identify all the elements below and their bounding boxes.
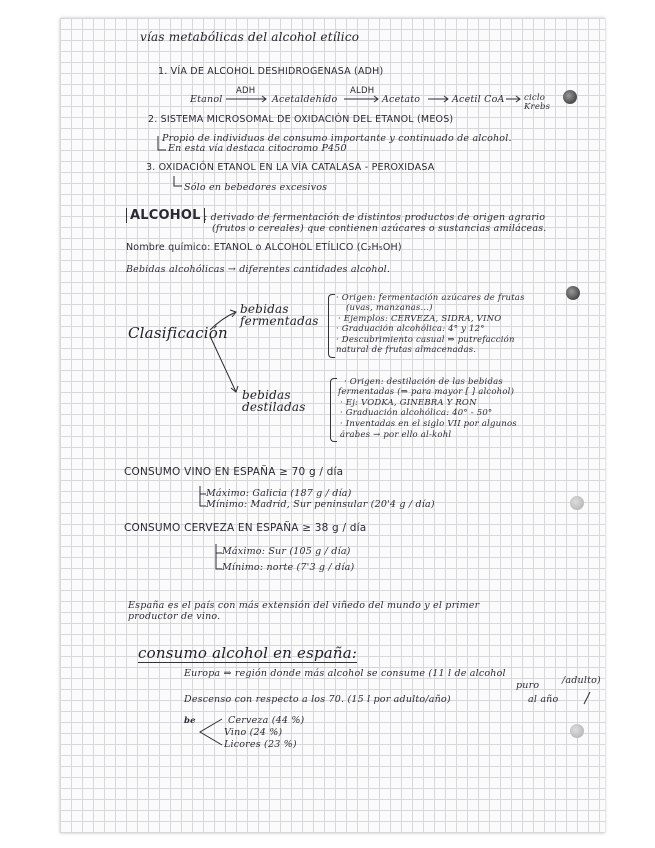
distilled-line-5: · Inventadas en el siglo VII por algunos — [340, 419, 517, 429]
classification-label: Clasificación — [128, 324, 228, 342]
fermented-line-1: · Origen: fermentación azúcares de frutas — [336, 293, 525, 303]
fermented-line-3: · Ejemplos: CERVEZA, SIDRA, VINO — [338, 314, 502, 324]
alcohol-def-line-2: (frutos o cereales) que contienen azúcares o sustancias amiláceas. — [212, 223, 547, 234]
breakdown-liquors: Licores (23 %) — [224, 739, 297, 750]
arrow-to-distilled — [210, 336, 236, 392]
decrease-line: Descenso con respecto a los 70. (15 l por adulto/año) — [184, 694, 451, 705]
reaction-enzyme-aldh: ALDH — [350, 86, 375, 96]
wine-bracket — [200, 486, 206, 506]
pathway-1-heading: 1. VÍA DE ALCOHOL DESHIDROGENASA (ADH) — [158, 66, 384, 77]
reaction-ciclo-krebs: ciclo Krebs — [524, 93, 551, 112]
fermented-line-2: (uvas, manzanas...) — [346, 303, 433, 313]
beer-minimum: Mínimo: norte (7'3 g / día) — [222, 562, 355, 573]
pathway-3-bracket — [174, 176, 182, 186]
pathway-2-note-1: Propio de individuos de consumo importante y continuado de alcohol. — [162, 133, 512, 144]
arrow-to-fermented — [210, 312, 236, 330]
distilled-label-2: destiladas — [242, 400, 306, 414]
distilled-line-1: · Origen: destilación de las bebidas — [344, 377, 503, 387]
reaction-enzyme-adh: ADH — [236, 86, 256, 96]
reaction-acetil-coa: Acetil CoA — [452, 94, 505, 105]
reaction-acetaldehido: Acetaldehído — [272, 94, 338, 105]
decrease-slash — [584, 692, 590, 704]
europe-tail-1: puro — [516, 680, 540, 691]
pathway-2-note-2: En esta vía destaca citocromo P450 — [168, 143, 347, 154]
europe-line: Europa ⇒ región donde más alcohol se consume (11 l de alcohol — [184, 668, 506, 679]
pathway-3-note: Sólo en bebedores excesivos — [184, 182, 328, 193]
spain-note-line-2: productor de vino. — [128, 611, 221, 622]
fermented-label-2: fermentadas — [240, 314, 319, 328]
wine-minimum: Mínimo: Madrid, Sur peninsular (20'4 g / día) — [206, 499, 435, 510]
pathway-2-bracket — [158, 136, 166, 150]
alcohol-label: ALCOHOL — [126, 208, 205, 223]
reaction-acetato: Acetato — [382, 94, 421, 105]
breakdown-bracket — [200, 719, 222, 745]
page-title: vías metabólicas del alcohol etílico — [140, 30, 360, 44]
fermented-label-1: bebidas — [240, 302, 289, 316]
decrease-tail: al año — [528, 694, 559, 705]
breakdown-prefix: be — [184, 716, 196, 726]
europe-tail-2: /adulto) — [562, 675, 601, 686]
fermented-line-5: · Descubrimiento casual ⇒ putrefacción — [336, 335, 515, 345]
wine-maximum: Máximo: Galicia (187 g / día) — [206, 488, 352, 499]
distilled-line-3: · Ej: VODKA, GINEBRA Y RON — [340, 398, 477, 408]
chemical-name: Nombre químico: ETANOL o ALCOHOL ETÍLICO (C₂H₅OH) — [126, 242, 402, 253]
fermented-line-4: · Graduación alcohólica: 4° y 12° — [336, 324, 485, 334]
breakdown-beer: Cerveza (44 %) — [228, 715, 305, 726]
reaction-etanol: Etanol — [190, 94, 223, 105]
pathway-3-heading: 3. OXIDACIÓN ETANOL EN LA VÍA CATALASA - PEROXIDASA — [146, 162, 435, 173]
distilled-line-6: árabes → por ello al-kohl — [340, 430, 452, 440]
beer-consumption-title: CONSUMO CERVEZA EN ESPAÑA ≥ 38 g / día — [124, 522, 367, 534]
consumption-title: consumo alcohol en españa: — [138, 644, 358, 662]
pathway-2-heading: 2. SISTEMA MICROSOMAL DE OXIDACIÓN DEL ETANOL (MEOS) — [148, 114, 454, 125]
beer-bracket — [216, 544, 222, 569]
distilled-line-4: · Graduación alcohólica: 40° - 50° — [340, 408, 493, 418]
spain-note-line-1: España es el país con más extensión del viñedo del mundo y el primer — [128, 600, 480, 611]
drinks-line: Bebidas alcohólicas → diferentes cantidades alcohol. — [126, 264, 391, 275]
distilled-line-2: fermentadas (⇒ para mayor [ ] alcohol) — [338, 387, 515, 397]
alcohol-def-line-1: : derivado de fermentación de distintos productos de origen agrario — [204, 212, 546, 223]
beer-maximum: Máximo: Sur (105 g / día) — [222, 546, 351, 557]
wine-consumption-title: CONSUMO VINO EN ESPAÑA ≥ 70 g / día — [124, 466, 344, 478]
distilled-label-1: bebidas — [242, 388, 291, 402]
breakdown-wine: Vino (24 %) — [224, 727, 283, 738]
fermented-line-6: natural de frutas almacenadas. — [336, 345, 477, 355]
